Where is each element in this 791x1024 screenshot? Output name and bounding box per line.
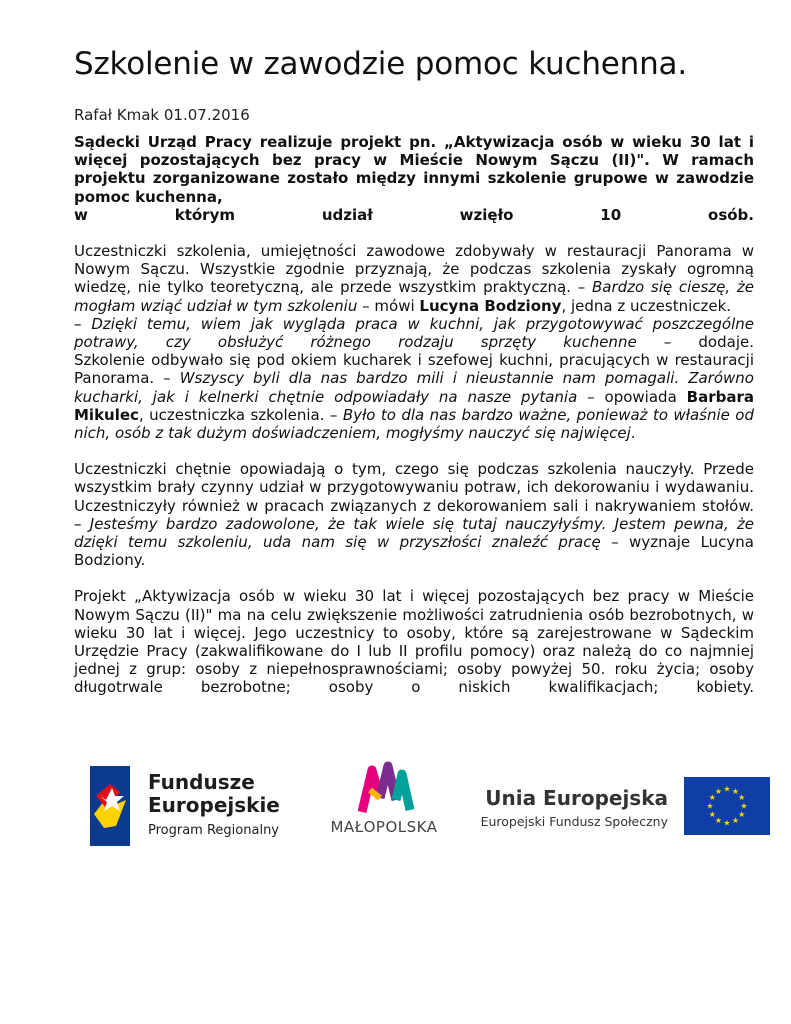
unia-europejska-logo	[482, 780, 668, 830]
text-run: Szkolenie odbywało się pod okiem kucharek i szefowej kuchni, pracujących w restauracji Panorama. –	[74, 351, 754, 388]
lead-paragraph	[74, 133, 754, 224]
text-run: – wyznaje Lucyna Bodziony.	[74, 533, 754, 570]
lead-last-line: w którym udział wzięło 10 osób.	[74, 205, 754, 224]
fe-line1: Fundusze	[148, 770, 255, 794]
quote-line	[74, 315, 754, 351]
eu-star-icon: ★	[706, 801, 714, 811]
text-run: , jedna z uczestniczek.	[561, 296, 732, 315]
malopolska-logo	[322, 760, 446, 842]
text-run: , uczestniczka szkolenia. –	[138, 405, 338, 424]
quote-run: – Jesteśmy bardzo zadowolone, że tak wiele się tutaj nauczyłyśmy. Jestem pewna, że dzięki temu szkoleniu, uda nam się w przyszłości znaleźć pracę	[74, 514, 754, 552]
eu-flag-icon	[684, 777, 770, 835]
text-run: .	[630, 424, 636, 443]
paragraph-2	[74, 460, 754, 569]
lead-text: Sądecki Urząd Pracy realizuje projekt pn. „Aktywizacja osób w wieku 30 lat i więcej pozostających bez pracy w Mieście Nowym Sączu (II)". W ramach projektu zorganizowane zostało między innymi szkolenie grupowe w zawodzie pomoc kuchenna,	[74, 133, 754, 206]
eu-star-icon: ★	[714, 786, 723, 796]
malopolska-m-icon	[322, 760, 446, 816]
quote-run: – Dzięki temu, wiem jak wygląda praca w kuchni, jak przygotowywać poszczególne potrawy, czy obsłużyć różnego rodzaju sprzęty kuchenne	[74, 314, 754, 352]
fundusze-europejskie-logo	[90, 766, 290, 846]
eu-star-icon: ★	[723, 818, 731, 828]
eu-star-icon: ★	[723, 784, 731, 794]
eu-star-icon: ★	[738, 810, 746, 819]
text-run: – opowiada	[587, 387, 677, 406]
quote-run: Wszyscy byli dla nas bardzo mili i nieustannie nam pomagali. Zarówno kucharki, jak i kelnerki chętnie odpowiadały na nasze pytania	[74, 369, 754, 406]
eu-star-icon: ★	[731, 816, 740, 826]
eu-star-icon: ★	[714, 816, 723, 826]
eu-star-icon: ★	[731, 786, 740, 796]
eu-star-icon: ★	[708, 810, 716, 819]
fe-star-icon	[90, 766, 140, 846]
text-run: Uczestniczki chętnie opowiadają o tym, czego się podczas szkolenia nauczyły. Przede wszystkim brały czynny udział w przygotowywaniu potraw, ich dekorowaniu i wydawaniu. Uczestniczyły również w pracach związanych z dekorowaniem sali i nakrywaniem stołów.	[74, 460, 754, 515]
quote-run: Było to dla nas bardzo ważne, ponieważ to właśnie od nich, osób z tak dużym doświadczeniem, mogłyśmy nauczyć się najwięcej	[74, 405, 754, 443]
byline: Rafał Kmak 01.07.2016	[74, 106, 250, 124]
page-title: Szkolenie w zawodzie pomoc kuchenna.	[74, 46, 687, 82]
article-body	[74, 133, 754, 715]
text-run: – dodaje.	[663, 333, 754, 352]
eu-star-icon: ★	[708, 793, 716, 802]
paragraph-1	[74, 242, 754, 442]
paragraph-3	[74, 587, 754, 696]
ue-line1: Unia Europejska	[485, 786, 668, 810]
fe-line2: Europejskie	[148, 793, 280, 817]
eu-star-icon: ★	[740, 801, 748, 811]
person-name: Lucyna Bodziony	[419, 296, 562, 315]
text-run: Uczestniczki szkolenia, umiejętności zawodowe zdobywały w restauracji Panorama w Nowym Sączu. Wszystkie zgodnie przyznają, że podczas szkolenia zyskały ogromną wiedzę, nie tylko teoretyczną, ale przede wszystkim praktyczną. –	[74, 242, 754, 297]
funding-logos	[0, 760, 791, 850]
quote-run: Bardzo się cieszę, że mogłam wziąć udział w tym szkoleniu	[74, 278, 754, 315]
eu-star-icon: ★	[738, 793, 746, 802]
person-name: Barbara Mikulec	[74, 387, 754, 424]
ue-line2: Europejski Fundusz Społeczny	[480, 814, 668, 829]
malopolska-text: MAŁOPOLSKA	[330, 818, 438, 836]
fe-line3: Program Regionalny	[148, 823, 279, 838]
text-run: Projekt „Aktywizacja osób w wieku 30 lat i więcej pozostających bez pracy w Mieście Nowym Sączu (II)" ma na celu zwiększenie możliwości zatrudnienia osób bezrobotnych, w wieku 30 lat i więcej. Jego uczestnicy to osoby, które są zarejestrowane w Sądeckim Urzędzie Pracy (zakwalifikowane do I lub II profilu pomocy) oraz należą do co najmniej jednej z grup: osoby z niepełnosprawnościami; osoby powyżej 50. roku życia; osoby długotrwale bezrobotne; osoby o niskich kwalifikacjach; kobiety.	[74, 587, 754, 697]
text-run: – mówi	[362, 296, 415, 315]
